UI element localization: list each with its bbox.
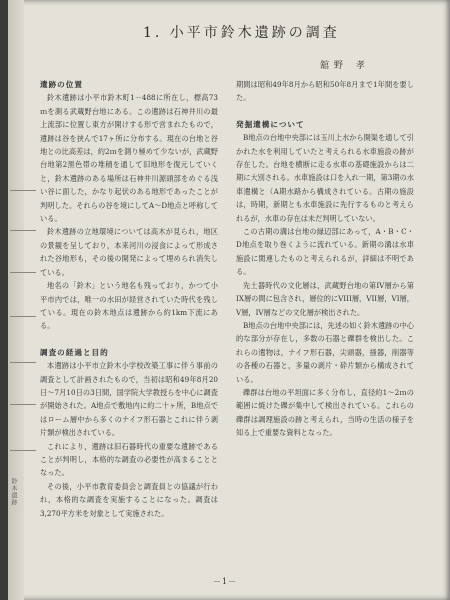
- margin-rule: [10, 190, 36, 191]
- paragraph: 本遺跡は小平市立鈴木小学校改築工事に伴う事前の調査として計画されたもので，当初は昭和49年8月20日～7月10日の3日間，国学院大学教授らを中心に調査が開始された。A地点で敷地内に約二十ヶ所，B地点ではローム層中から多くのナイフ形石器とこれに伴う剥片類が検出されている。: [40, 361, 218, 438]
- article-title: 1. 小平市鈴木遺跡の調査: [143, 25, 340, 41]
- paragraph: B地点の台地中央部には玉川上水から開渠を通して引かれた水を利用していたと考えられる水車施設の跡が存在した。台地を横断に走る水車の基礎施設からは二期に大別される。水車施設は口を入れ一期，第3期の水車遺構と（A期水路から構成されている。古期の施設は，時期，新期とも水車施設に先行するものと考えられるが，水車の存在は未だ判明していない。: [236, 133, 414, 223]
- paragraph: 期間は昭和49年8月から昭和50年8月まで1年間を要した。: [236, 80, 414, 103]
- paragraph: 先土器時代の文化層は，武蔵野台地の第IV層から第IX層の間に包含され，層位的にVIII層，VII層，VI層，V層，IV層などの文化層が検出された。: [236, 280, 414, 317]
- margin-rule: [10, 362, 36, 363]
- page-gutter: [8, 0, 24, 600]
- document-page: [8, 0, 450, 600]
- page-number: －1－: [213, 577, 238, 586]
- spine-text: 鈴木遺跡: [10, 478, 17, 506]
- margin-rule: [10, 230, 36, 231]
- section-heading-location: 遺跡の位置: [40, 80, 83, 89]
- paragraph: 鈴木遺跡は小平市鈴木町1－488に所在し，標高73ｍを測る武蔵野台地にある。この遺跡は石神井川の最上流部に位置し東方が開けする形で営まれたもので，遺跡は谷を挟んで17ヶ所に分布する。現在の台地と谷地との比高差は，約2ｍを測り極めて少ないが，武蔵野台地第2黒色帯の堆積を通して旧地形を復元していくと，鈴木遺跡のある場所は石神井川源頭部をめぐる浅い谷に面した，かなり起伏のある地形であったことが判明した。それらの谷を境にしてA～D地点と呼称している。: [40, 93, 218, 224]
- margin-rule: [10, 450, 36, 451]
- paragraph: 礫群は台地の平坦面に多く分布し，直径約1～2ｍの範囲に焼けた礫が集中して検出されている。これらの礫群は調理施設の跡と考えられ，当時の生活の様子を知る上で重要な資料となった。: [236, 387, 414, 438]
- paragraph: B地点の台地中央部には，先述の如く鈴木遺跡の中心的な部分が存在し，多数の石器と礫群を検出した。これらの遺物は，ナイフ形石器，尖頭器，掻器，削器等の各種の石器と，多量の剥片・砕片類から構成されている。: [236, 320, 414, 384]
- margin-rule: [10, 404, 36, 405]
- paragraph: この古期の溝は台地の縁辺部にあって，A・B・C・D地点を取り巻くように流れている。新期の溝は水車施設に関連したものと考えられるが，詳細は不明である。: [236, 227, 414, 277]
- margin-rule: [10, 316, 36, 317]
- right-column: [236, 78, 414, 558]
- section-heading-features: 発掘遺構について: [236, 119, 305, 129]
- section-heading-process: 調査の経過と目的: [40, 347, 109, 357]
- left-column: [40, 78, 218, 558]
- margin-rule: [10, 272, 36, 273]
- author-name: 舘野 孝: [320, 61, 370, 71]
- paragraph: 鈴木遺跡の立地環境については高木が見られ，地区の景観を呈しており，本来河川の浸食によって形成された谷地形も，その後の開発によって埋められ消失している。: [40, 227, 218, 277]
- paragraph: 地名の「鈴木」という地名も残っており，かつて小平市内では，唯一の水田が経営されていた時代を残している。現在の鈴木地点は遺跡から約1km下流にある。: [40, 281, 218, 331]
- paragraph: その後，小平市教育委員会と調査員との協議が行われ，本格的な調査を実施することになった。調査は3,270平方米を対象として実施された。: [40, 481, 218, 518]
- paragraph: これにより，遺跡は旧石器時代の重要な遺跡であることが判明し，本格的な調査の必要性が高まることとなった。: [40, 441, 218, 478]
